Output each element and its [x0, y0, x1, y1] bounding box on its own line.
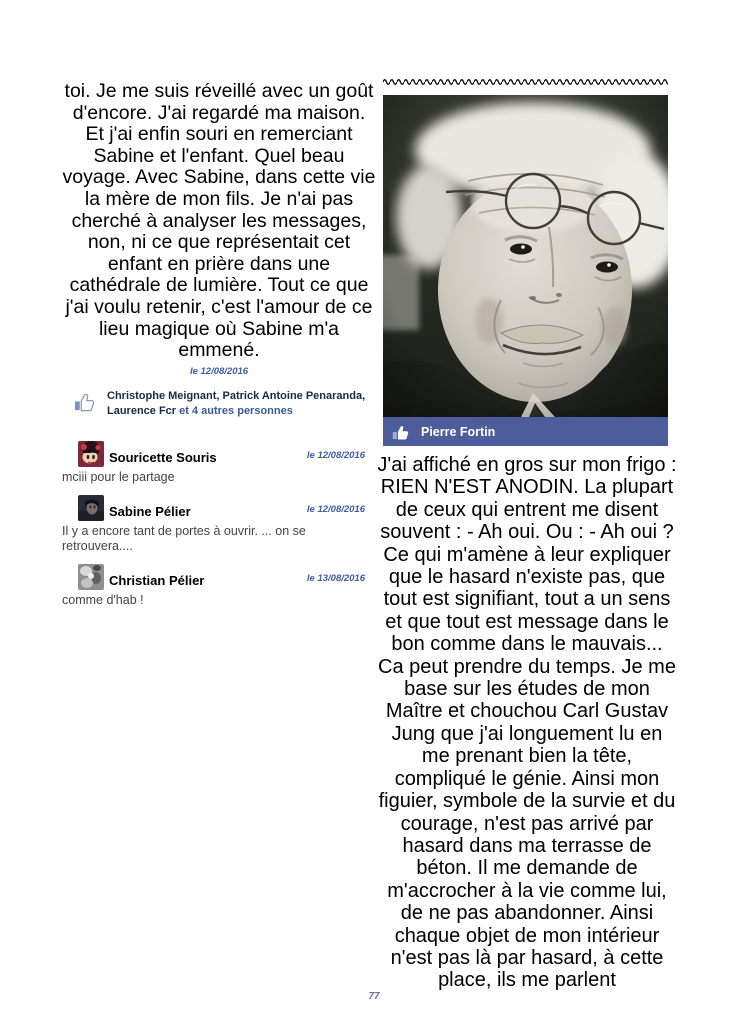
comment-text: Il y a encore tant de portes à ouvrir. ... on se retrouvera....: [62, 524, 306, 553]
comment: [62, 564, 365, 608]
thumbs-up-outline-icon: [74, 391, 97, 412]
comment-date: le 13/08/2016: [306, 573, 365, 584]
right-paragraph: J'ai affiché en gros sur mon frigo : RIEN N'EST ANODIN. La plupart de ceux qui entrent me disent souvent : - Ah oui. Ou : - Ah oui ? Ce qui m'amène à leur expliquer que le hasard n'existe pas, que tout est signifiant, tout a un sens et que tout est message dans le bon comme dans le mauvais... Ca peut prendre du temps. Je me base sur les études de mon Maître et chouchou Carl Gustav Jung que j'ai longuement lu en me prenant bien la tête, compliqué le génie. Ainsi mon figuier, symbole de la survie et du courage, n'est pas arrivé par hasard dans ma terrasse de béton. Il me demande de m'accrocher à la vie comme lui, de ne pas abandonner. Ainsi chaque objet de mon intérieur n'est pas là par hasard, à cette place, ils me parlent: [377, 454, 677, 992]
comment: [62, 441, 365, 485]
likes-row: [74, 389, 374, 418]
post-date: le 12/08/2016: [189, 366, 249, 377]
comment-header: [62, 495, 365, 521]
jung-portrait-photo: [383, 95, 668, 417]
left-paragraph: toi. Je me suis réveillé avec un goût d'encore. J'ai regardé ma maison. Et j'ai enfin souri en remerciant Sabine et l'enfant. Quel beau voyage. Avec Sabine, dans cette vie la mère de mon fils. Je n'ai pas cherché à analyser les messages, non, ni ce que représentait cet enfant en prière dans une cathédrale de lumière. Tout ce que j'ai voulu retenir, c'est l'amour de ce lieu magique où Sabine m'a emmené.: [62, 80, 376, 362]
likes-names: [107, 389, 369, 418]
comment-text: mciii pour le partage: [62, 470, 175, 484]
like-bar[interactable]: [383, 417, 668, 446]
liker-names: Christophe Meignant, Patrick Antoine Penaranda, Laurence Fcr: [107, 390, 366, 417]
more-likers-link[interactable]: et 4 autres personnes: [179, 404, 293, 417]
comments-list: [62, 441, 365, 618]
thumbs-up-icon: [392, 423, 411, 441]
comment-author[interactable]: Christian Pélier: [109, 572, 205, 588]
page-number: 77: [368, 991, 380, 1002]
comment-header: [62, 564, 365, 590]
comment-date: le 12/08/2016: [306, 504, 365, 515]
like-bar-name[interactable]: Pierre Fortin: [421, 424, 496, 439]
avatar[interactable]: [78, 564, 104, 590]
comment-author[interactable]: Souricette Souris: [109, 449, 217, 465]
comment-header: [62, 441, 365, 467]
comment-date: le 12/08/2016: [306, 450, 365, 461]
comment-text: comme d'hab !: [62, 593, 144, 607]
avatar[interactable]: [78, 495, 104, 521]
wavy-divider: [383, 73, 668, 83]
avatar[interactable]: [78, 441, 104, 467]
comment-author[interactable]: Sabine Pélier: [109, 503, 191, 519]
comment: [62, 495, 365, 554]
